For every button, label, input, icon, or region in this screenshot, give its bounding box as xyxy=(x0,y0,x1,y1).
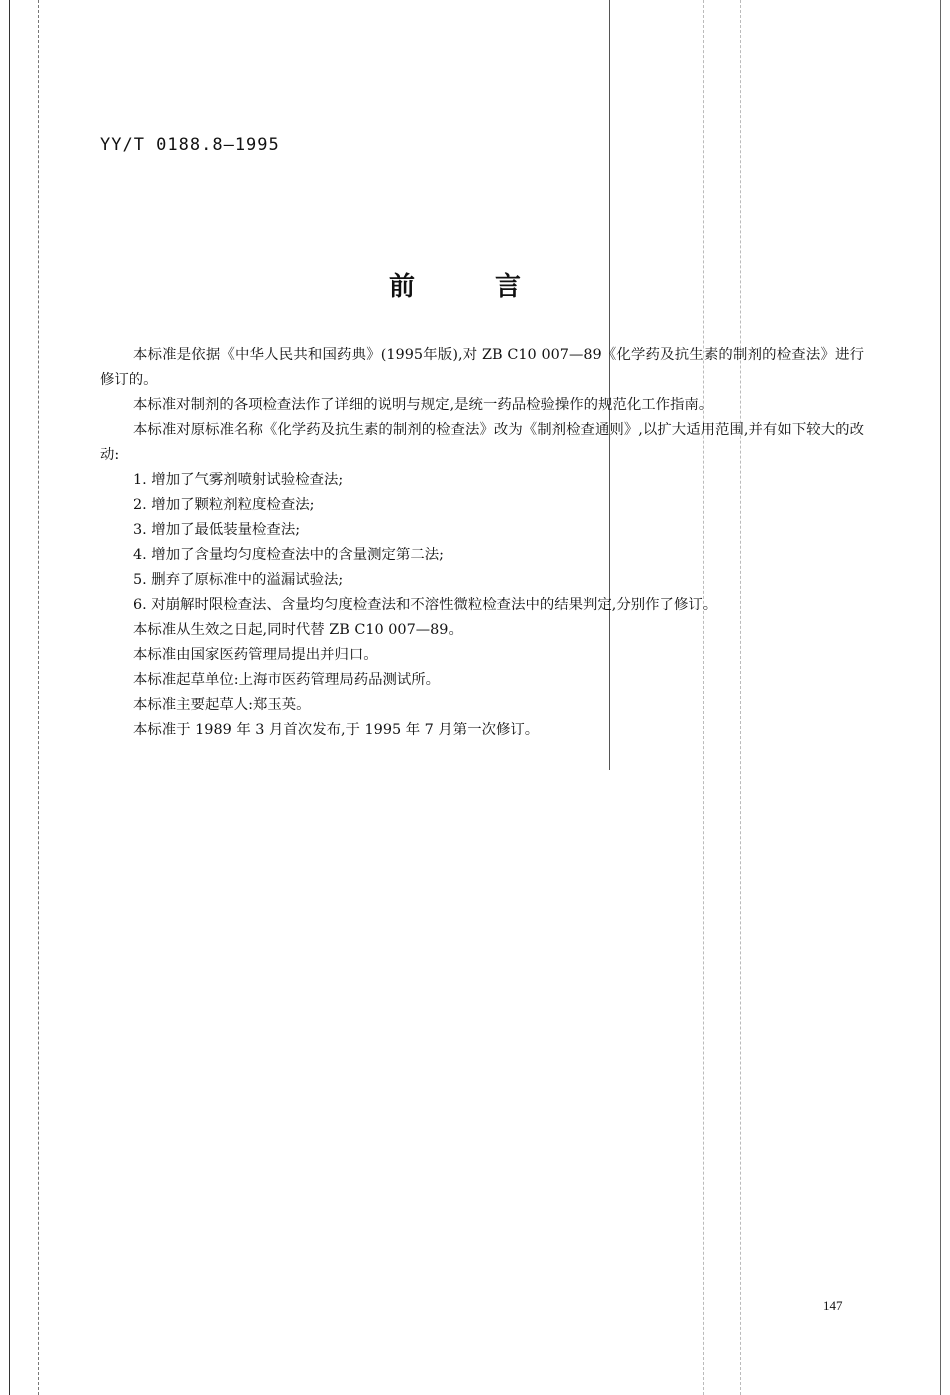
paragraph: 本标准于 1989 年 3 月首次发布,于 1995 年 7 月第一次修订。 xyxy=(133,722,540,738)
scan-edge-line xyxy=(38,0,39,1395)
list-item: 6. 对崩解时限检查法、含量均匀度检查法和不溶性微粒检查法中的结果判定,分别作了修订。 xyxy=(133,597,718,613)
paragraph: 本标准对原标准名称《化学药及抗生素的制剂的检查法》改为《制剂检查通则》,以扩大适用范围,并有如下较大的改动: xyxy=(100,422,864,463)
paragraph: 本标准是依据《中华人民共和国药典》(1995年版),对 ZB C10 007—89《化学药及抗生素的制剂的检查法》进行修订的。 xyxy=(100,347,864,388)
page-number: 147 xyxy=(823,1298,843,1313)
list-item: 3. 增加了最低装量检查法; xyxy=(133,522,301,538)
list-item: 5. 删弃了原标准中的溢漏试验法; xyxy=(133,572,344,588)
list-item: 2. 增加了颗粒剂粒度检查法; xyxy=(133,497,315,513)
scan-edge-line xyxy=(940,0,941,1395)
paragraph: 本标准从生效之日起,同时代替 ZB C10 007—89。 xyxy=(133,622,463,638)
scan-edge-line xyxy=(9,0,10,1395)
list-item: 4. 增加了含量均匀度检查法中的含量测定第二法; xyxy=(133,547,444,563)
paragraph: 本标准起草单位:上海市医药管理局药品测试所。 xyxy=(133,672,441,688)
body-text xyxy=(100,343,864,743)
page-title: 前言 xyxy=(388,272,601,302)
paragraph: 本标准由国家医药管理局提出并归口。 xyxy=(133,647,378,663)
standard-number: YY/T 0188.8—1995 xyxy=(100,135,280,155)
paragraph: 本标准对制剂的各项检查法作了详细的说明与规定,是统一药品检验操作的规范化工作指南。 xyxy=(133,397,714,413)
list-item: 1. 增加了气雾剂喷射试验检查法; xyxy=(133,472,344,488)
paragraph: 本标准主要起草人:郑玉英。 xyxy=(133,697,311,713)
